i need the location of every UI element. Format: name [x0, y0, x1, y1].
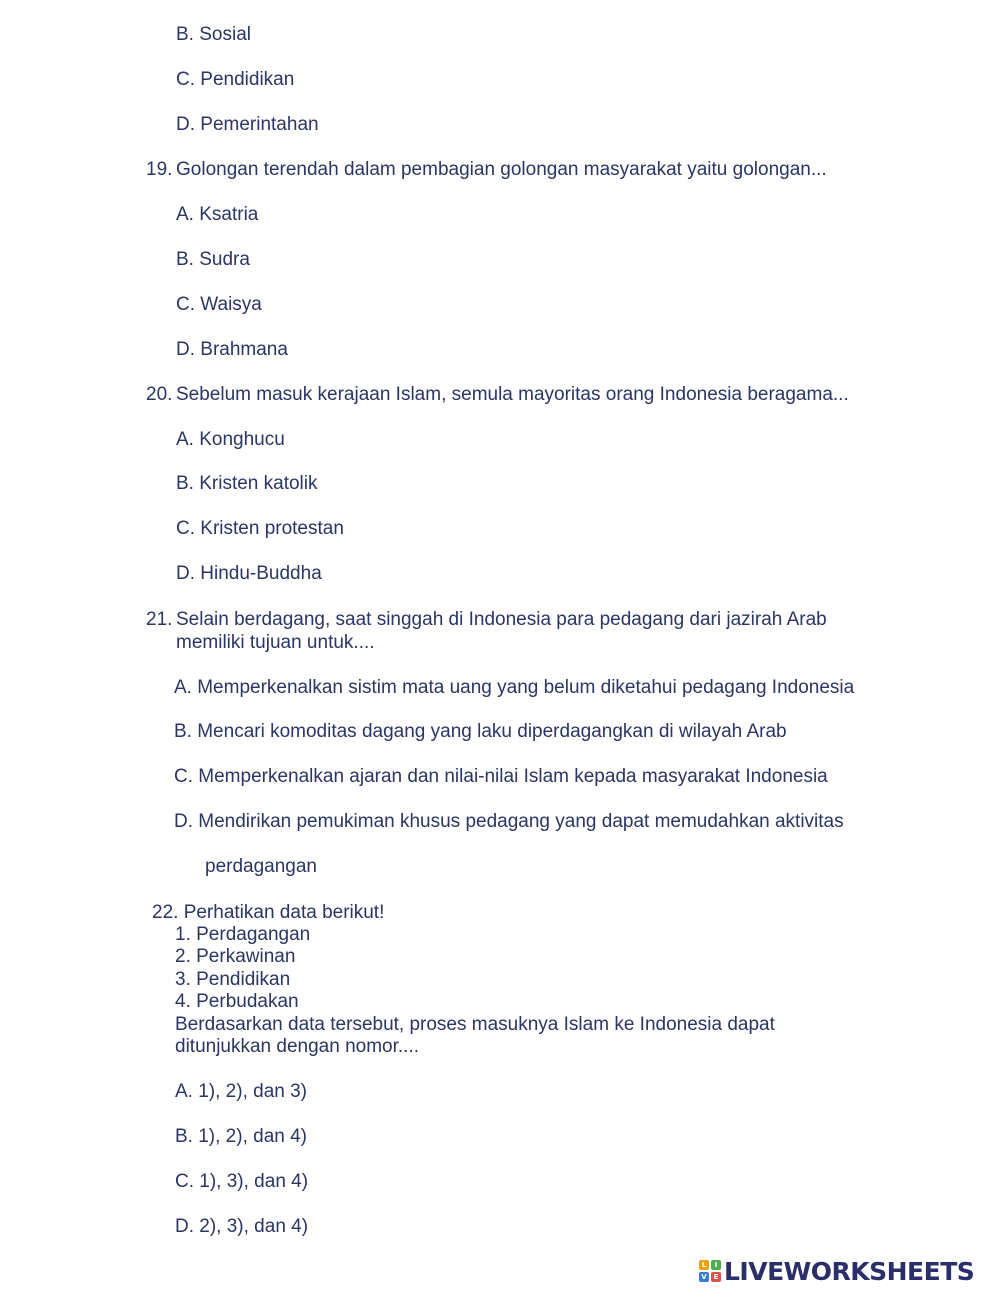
q21-option-b[interactable]: B. Mencari komoditas dagang yang laku diperdagangkan di wilayah Arab	[174, 721, 787, 742]
logo-mark-i: I	[711, 1260, 721, 1270]
logo-mark-v: V	[699, 1272, 709, 1282]
q20-option-a[interactable]: A. Konghucu	[176, 429, 285, 450]
q22-option-b[interactable]: B. 1), 2), dan 4)	[175, 1126, 308, 1147]
q22-option-d[interactable]: D. 2), 3), dan 4)	[175, 1216, 309, 1237]
q20-option-d[interactable]: D. Hindu-Buddha	[176, 563, 322, 584]
logo-mark-e: E	[711, 1272, 721, 1282]
q22-item-4: 4. Perbudakan	[175, 991, 299, 1012]
q18-option-d[interactable]: D. Pemerintahan	[176, 114, 319, 135]
q19-option-d[interactable]: D. Brahmana	[176, 339, 288, 360]
liveworksheets-logo	[699, 1257, 974, 1285]
q21-option-d-line2[interactable]: perdagangan	[205, 856, 317, 877]
q19-number: 19.	[146, 159, 173, 180]
q20-number: 20.	[146, 384, 173, 405]
q19-option-c[interactable]: C. Waisya	[176, 294, 262, 315]
q20-option-c[interactable]: C. Kristen protestan	[176, 518, 344, 539]
q20-option-b[interactable]: B. Kristen katolik	[176, 473, 318, 494]
q20-question: Sebelum masuk kerajaan Islam, semula mayoritas orang Indonesia beragama...	[176, 384, 849, 405]
q18-option-b[interactable]: B. Sosial	[176, 24, 251, 45]
logo-text: LIVEWORKSHEETS	[724, 1256, 975, 1286]
q18-option-c[interactable]: C. Pendidikan	[176, 69, 295, 90]
q22-option-a[interactable]: A. 1), 2), dan 3)	[175, 1081, 308, 1102]
q22-option-c[interactable]: C. 1), 3), dan 4)	[175, 1171, 309, 1192]
q21-option-a[interactable]: A. Memperkenalkan sistim mata uang yang belum diketahui pedagang Indonesia	[174, 677, 855, 698]
q19-option-a[interactable]: A. Ksatria	[176, 204, 259, 225]
q19-question: Golongan terendah dalam pembagian golongan masyarakat yaitu golongan...	[176, 159, 827, 180]
q22-question-line2: ditunjukkan dengan nomor....	[175, 1036, 420, 1057]
q21-number: 21.	[146, 609, 173, 630]
liveworksheets-mark-icon	[699, 1260, 721, 1282]
q22-item-1: 1. Perdagangan	[175, 924, 311, 945]
logo-mark-l: L	[699, 1260, 709, 1270]
q22-item-3: 3. Pendidikan	[175, 969, 291, 990]
q21-question-line1: Selain berdagang, saat singgah di Indonesia para pedagang dari jazirah Arab	[176, 609, 827, 630]
q19-option-b[interactable]: B. Sudra	[176, 249, 250, 270]
q22-item-2: 2. Perkawinan	[175, 946, 296, 967]
q21-option-c[interactable]: C. Memperkenalkan ajaran dan nilai-nilai Islam kepada masyarakat Indonesia	[174, 766, 828, 787]
q21-question-line2: memiliki tujuan untuk....	[176, 632, 375, 653]
q21-option-d-line1[interactable]: D. Mendirikan pemukiman khusus pedagang yang dapat memudahkan aktivitas	[174, 811, 844, 832]
q22-heading: 22. Perhatikan data berikut!	[152, 902, 385, 923]
q22-question-line1: Berdasarkan data tersebut, proses masuknya Islam ke Indonesia dapat	[175, 1014, 775, 1035]
